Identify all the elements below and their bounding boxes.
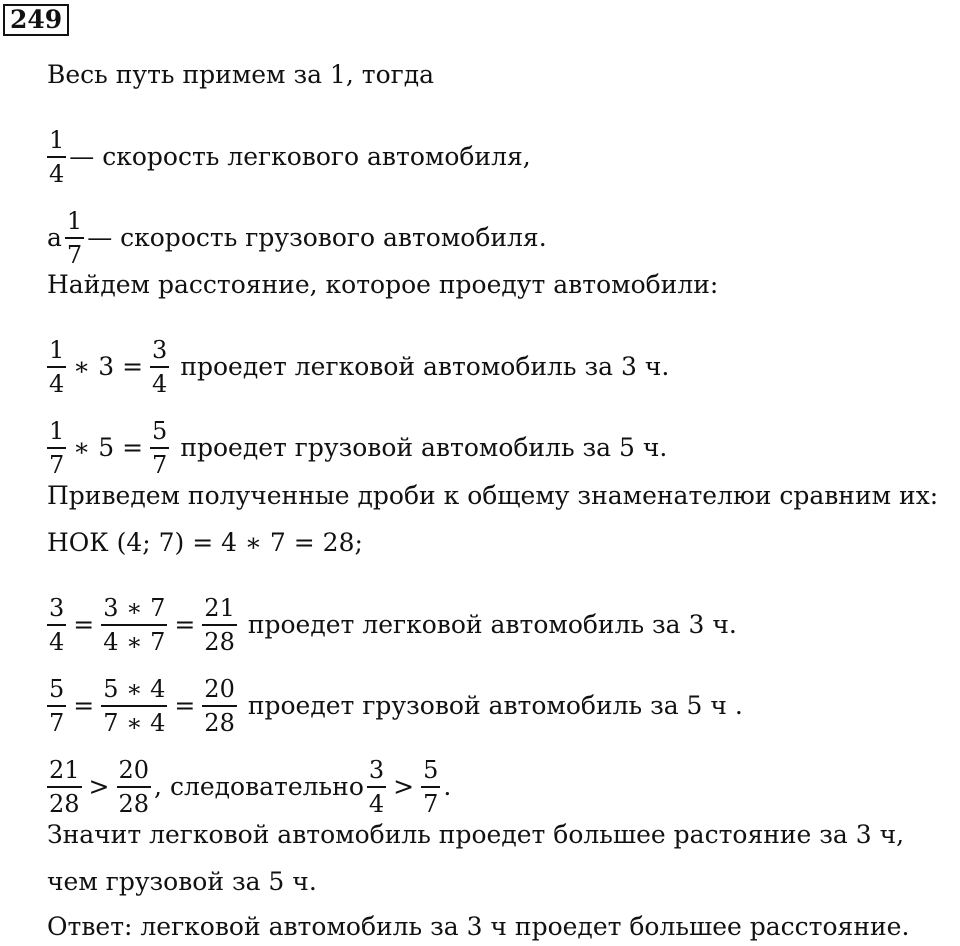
intro-text: Весь путь примем за 1, тогда	[47, 60, 435, 89]
car-distance-line	[47, 336, 669, 398]
truck-speed-text: — скорость грузового автомобиля.	[87, 223, 547, 252]
conclusion-text-1: Значит легковой автомобиль проедет большее растояние за 3 ч,	[47, 820, 905, 849]
comparison-fraction-b: $\frac{20}{28}$	[118, 756, 150, 818]
comparison-fraction-a: $\frac{21}{28}$	[49, 756, 80, 818]
truck-distance-operator: ∗ 5 =	[73, 433, 144, 462]
truck-speed-prefix: а	[47, 223, 62, 252]
conclusion-line-1	[47, 820, 904, 850]
problem-number-badge: 249	[3, 4, 69, 36]
car-conversion-text: проедет легковой автомобиль за 3 ч.	[247, 610, 737, 639]
car-conversion-fraction-a: $\frac{3}{4}$	[49, 594, 65, 656]
car-speed-line	[47, 126, 531, 188]
comparison-connector-text: , следовательно	[154, 772, 364, 801]
car-distance-fraction-b: $\frac{3}{4}$	[152, 336, 168, 398]
truck-speed-fraction: $\frac{1}{7}$	[66, 207, 83, 269]
common-denominator-intro-text: Приведем полученные дроби к общему знаменателюи сравним их:	[47, 481, 939, 510]
car-distance-operator: ∗ 3 =	[73, 352, 144, 381]
comparison-fraction-c: $\frac{3}{4}$	[368, 756, 385, 818]
truck-conversion-text: проедет грузовой автомобиль за 5 ч .	[247, 691, 743, 720]
distance-intro-line	[47, 270, 718, 300]
truck-distance-line	[47, 417, 667, 479]
answer-text: Ответ: легковой автомобиль за 3 ч проедет большее расстояние.	[47, 912, 910, 941]
car-conversion-line: $\frac{3}{4}$ = $\frac{3 ∗ 7}{4 ∗ 7}$ = $\frac{21}{28}$ проедет легковой автомобиль за 3 ч.	[49, 594, 737, 656]
truck-distance-fraction-a: $\frac{1}{7}$	[49, 417, 65, 479]
truck-conversion-line: $\frac{5}{7}$ = $\frac{5 ∗ 4}{7 ∗ 4}$ = $\frac{20}{28}$ проедет грузовой автомобиль за 5 ч .	[49, 675, 743, 737]
car-speed-text: — скорость легкового автомобиля,	[69, 142, 531, 171]
car-distance-text: проедет легковой автомобиль за 3 ч.	[180, 352, 670, 381]
truck-conversion-fraction-c: $\frac{20}{28}$	[204, 675, 235, 737]
car-conversion-fraction-c: $\frac{21}{28}$	[204, 594, 235, 656]
intro-line	[47, 60, 434, 90]
truck-speed-line	[47, 207, 547, 269]
comparison-line: $\frac{21}{28}$ > $\frac{20}{28}$ , следовательно $\frac{3}{4}$ > $\frac{5}{7}$ .	[49, 756, 452, 818]
lcm-text: НОК (4; 7) = 4 ∗ 7 = 28;	[47, 528, 363, 557]
lcm-line	[47, 528, 363, 558]
conclusion-text-2: чем грузовой за 5 ч.	[47, 867, 317, 896]
car-conversion-fraction-b: $\frac{3 ∗ 7}{4 ∗ 7}$	[103, 594, 166, 656]
conclusion-line-2	[47, 867, 317, 897]
answer-line	[47, 912, 909, 942]
truck-distance-text: проедет грузовой автомобиль за 5 ч.	[180, 433, 668, 462]
car-speed-fraction: $\frac{1}{4}$	[49, 126, 65, 188]
common-denominator-intro-line	[47, 481, 938, 511]
truck-conversion-fraction-b: $\frac{5 ∗ 4}{7 ∗ 4}$	[103, 675, 166, 737]
car-distance-fraction-a: $\frac{1}{4}$	[49, 336, 65, 398]
truck-conversion-fraction-a: $\frac{5}{7}$	[49, 675, 65, 737]
truck-distance-fraction-b: $\frac{5}{7}$	[152, 417, 168, 479]
distance-intro-text: Найдем расстояние, которое проедут автомобили:	[47, 270, 719, 299]
comparison-fraction-d: $\frac{5}{7}$	[423, 756, 439, 818]
